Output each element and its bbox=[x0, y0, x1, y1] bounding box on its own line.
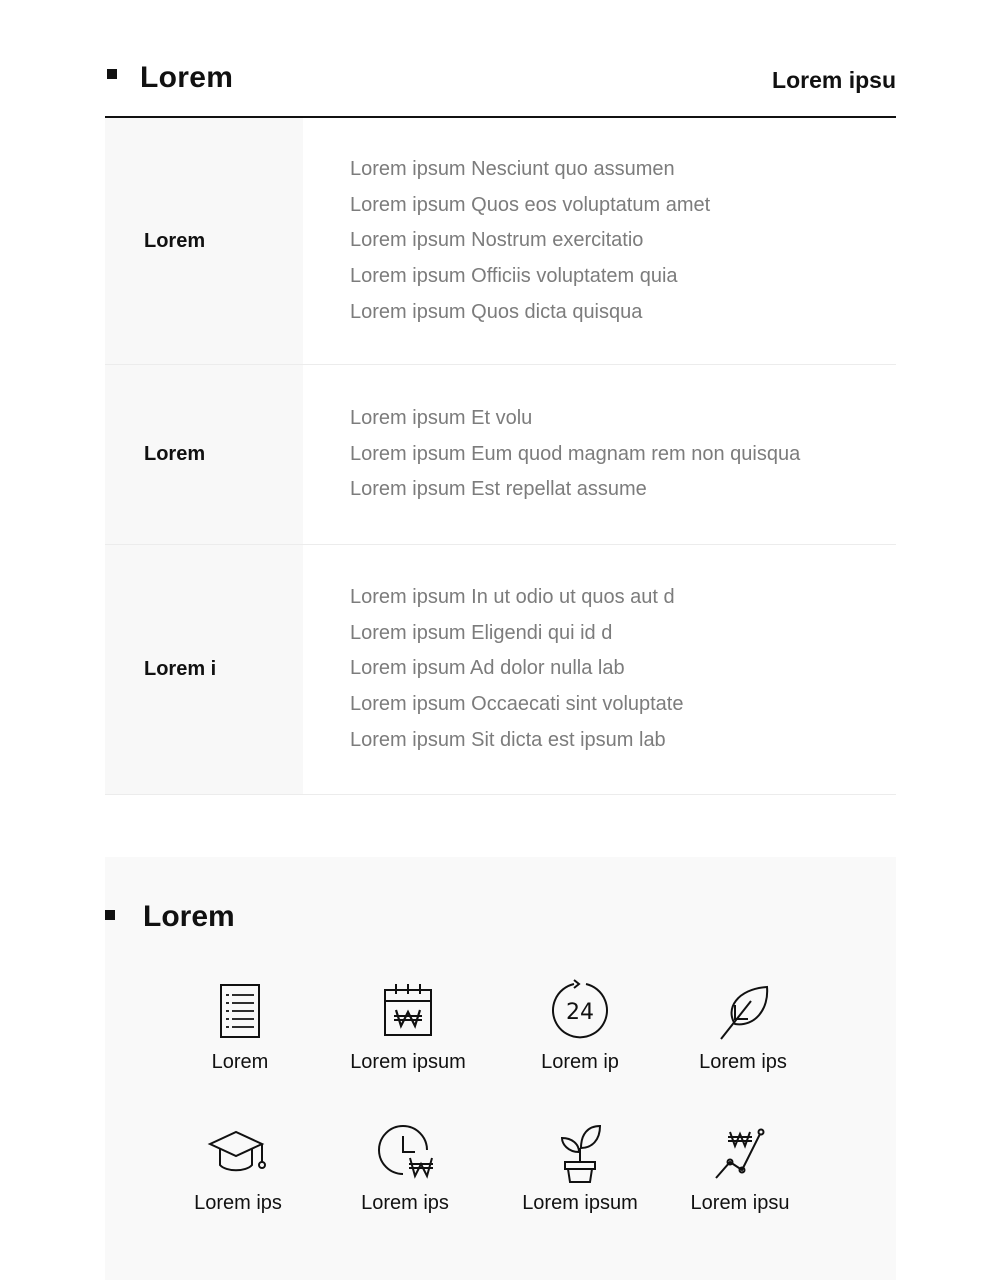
document-list-icon bbox=[208, 979, 272, 1043]
list-item: Lorem ipsum Nesciunt quo assumen bbox=[350, 158, 675, 180]
list-item: Lorem ipsum Ad dolor nulla lab bbox=[350, 657, 625, 680]
services-section bbox=[105, 857, 896, 1280]
graduation-cap-icon bbox=[206, 1120, 270, 1184]
service-investment[interactable] bbox=[655, 1120, 825, 1215]
row-items bbox=[303, 118, 710, 364]
service-label: Lorem ipsum bbox=[522, 1192, 638, 1214]
service-label: Lorem ips bbox=[194, 1192, 282, 1214]
service-time-payment[interactable] bbox=[320, 1120, 490, 1215]
list-item: Lorem ipsum Eum quod magnam rem non quisqua bbox=[350, 442, 801, 465]
row-items bbox=[303, 545, 684, 794]
list-item: Lorem ipsum In ut odio ut quos aut d bbox=[350, 586, 675, 608]
service-leaf[interactable] bbox=[658, 979, 828, 1074]
list-item: Lorem ipsum Occaecati sint voluptate bbox=[350, 693, 684, 716]
list-item: Lorem ipsum Sit dicta est ipsum lab bbox=[350, 728, 666, 751]
service-calendar[interactable] bbox=[323, 979, 493, 1074]
info-row bbox=[105, 118, 896, 365]
list-item: Lorem ipsum Eligendi qui id d bbox=[350, 621, 613, 644]
row-items bbox=[303, 365, 800, 544]
list-item: Lorem ipsum Quos eos voluptatum amet bbox=[350, 193, 711, 216]
service-label: Lorem ipsu bbox=[690, 1192, 790, 1214]
info-row bbox=[105, 545, 896, 795]
list-item: Lorem ipsum Et volu bbox=[350, 407, 533, 429]
service-label: Lorem ip bbox=[541, 1051, 619, 1073]
square-bullet-icon bbox=[107, 69, 117, 79]
list-item: Lorem ipsum Est repellat assume bbox=[350, 478, 647, 501]
service-label: Lorem ips bbox=[699, 1051, 787, 1073]
row-label: Lorem bbox=[105, 118, 303, 364]
service-document[interactable] bbox=[155, 979, 325, 1074]
service-label: Lorem ips bbox=[361, 1192, 449, 1214]
service-24h[interactable] bbox=[495, 979, 665, 1074]
info-section bbox=[105, 40, 896, 795]
list-item: Lorem ipsum Officiis voluptatem quia bbox=[350, 265, 678, 288]
row-label: Lorem i bbox=[105, 545, 303, 794]
service-education[interactable] bbox=[153, 1120, 323, 1215]
section-title: Lorem bbox=[140, 61, 234, 94]
clock-won-icon bbox=[373, 1120, 437, 1184]
more-link[interactable]: Lorem ipsu bbox=[772, 67, 896, 93]
section-title: Lorem bbox=[143, 900, 235, 933]
square-bullet-icon bbox=[105, 910, 115, 920]
row-label: Lorem bbox=[105, 365, 303, 544]
service-growth[interactable] bbox=[495, 1120, 665, 1215]
plant-pot-icon bbox=[548, 1120, 612, 1184]
leaf-icon bbox=[711, 979, 775, 1043]
service-label: Lorem ipsum bbox=[350, 1051, 466, 1073]
calendar-won-icon bbox=[376, 979, 440, 1043]
list-item: Lorem ipsum Quos dicta quisqua bbox=[350, 300, 643, 323]
list-item: Lorem ipsum Nostrum exercitatio bbox=[350, 229, 644, 252]
service-label: Lorem bbox=[211, 1051, 269, 1073]
won-chart-icon bbox=[708, 1120, 772, 1184]
svg-text:24: 24 bbox=[566, 1000, 594, 1025]
section-header bbox=[105, 40, 896, 118]
info-row bbox=[105, 365, 896, 545]
clock-24-icon bbox=[548, 979, 612, 1043]
